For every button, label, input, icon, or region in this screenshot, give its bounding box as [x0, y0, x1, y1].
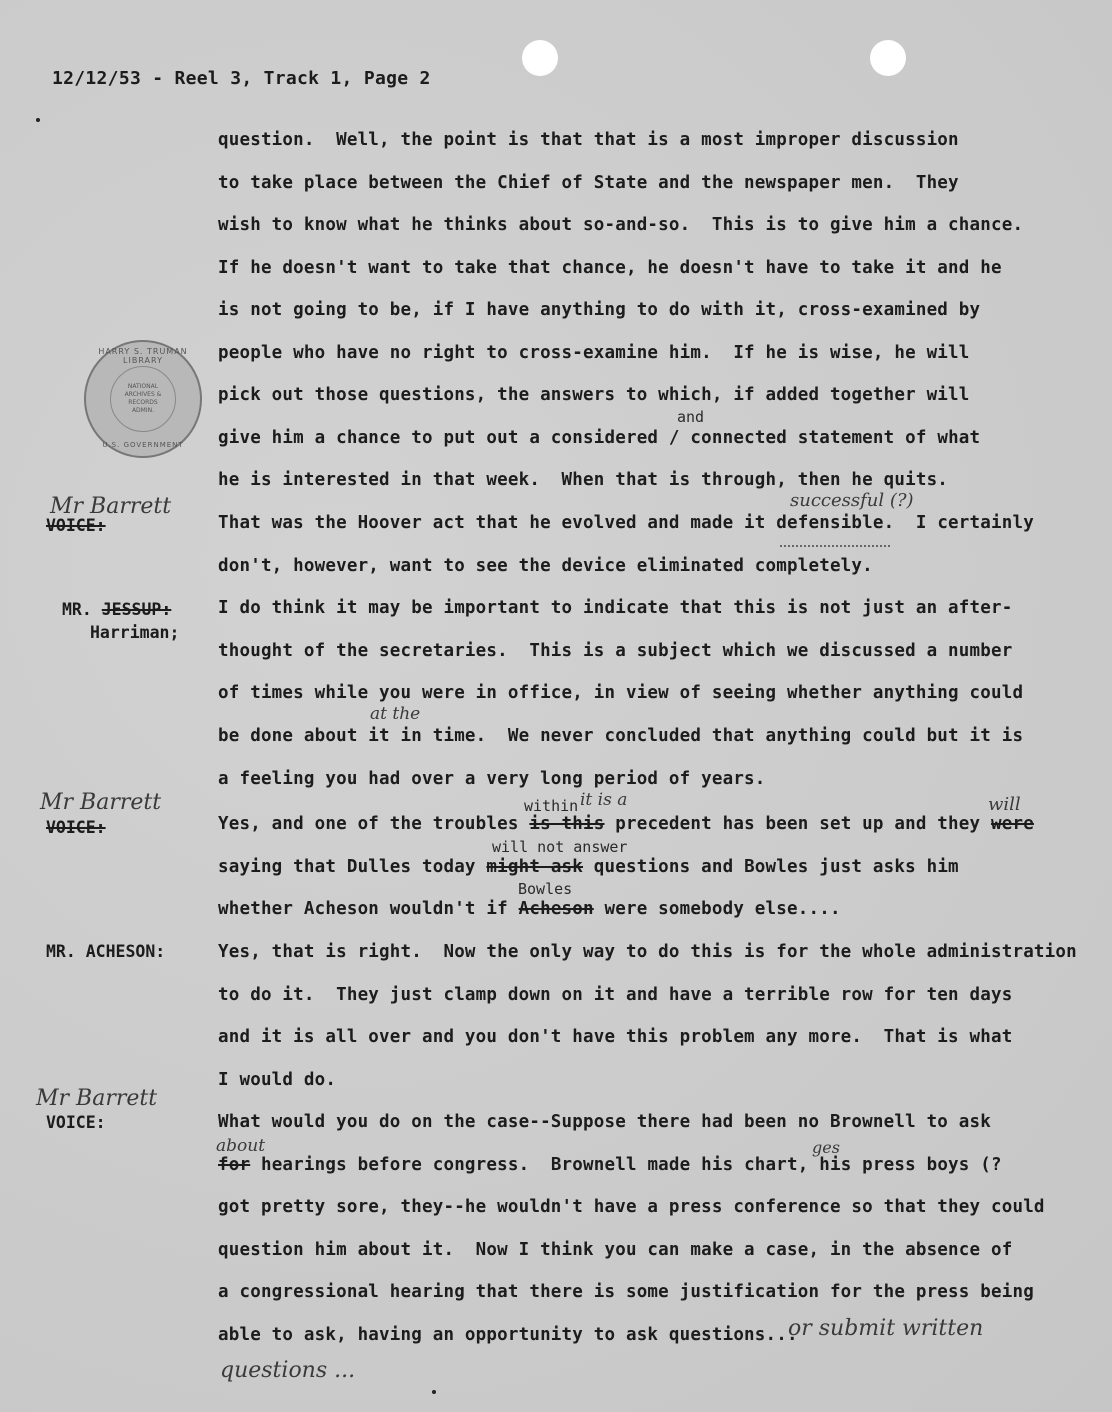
handwritten-correction: will — [988, 794, 1021, 815]
text-line: be done about it in time. We never concluded that anything could but it is — [218, 726, 1024, 746]
text-line: he is interested in that week. When that is through, then he quits. — [218, 470, 949, 490]
text-segment: Yes, and one of the troubles — [218, 814, 530, 834]
speaker-correction: Harriman; — [90, 623, 180, 642]
margin-dot — [36, 118, 40, 122]
interlinear-insert: and — [677, 408, 705, 426]
text-line: of times while you were in office, in view of seeing whether anything could — [218, 683, 1024, 703]
text-line: If he doesn't want to take that chance, he doesn't have to take it and he — [218, 258, 1002, 278]
stamp-line: ARCHIVES & — [124, 391, 162, 398]
speaker-label: MR. ACHESON: — [46, 942, 166, 961]
text-line: wish to know what he thinks about so-and-so. This is to give him a chance. — [218, 215, 1024, 235]
handwritten-underline — [780, 539, 890, 547]
handwritten-correction: successful (?) — [790, 490, 914, 511]
handwritten-correction: it is a — [580, 790, 628, 810]
interlinear-insert: Bowles — [518, 880, 573, 898]
handwritten-addition: questions ... — [220, 1358, 356, 1383]
struck-text: is this — [529, 814, 605, 834]
text-line — [218, 814, 1034, 834]
struck-text: were — [991, 814, 1034, 834]
margin-dot — [432, 1390, 436, 1394]
text-line: What would you do on the case--Suppose there had been no Brownell to ask — [218, 1112, 991, 1132]
handwritten-speaker-note: Mr Barrett — [50, 494, 172, 519]
text-line: question him about it. Now I think you can make a case, in the absence of — [218, 1240, 1013, 1260]
text-segment: defensible — [776, 513, 884, 533]
text-line: I do think it may be important to indicate that this is not just an after- — [218, 598, 1013, 618]
text-line: people who have no right to cross-examine him. If he is wise, he will — [218, 343, 970, 363]
interlinear-insert: within — [524, 797, 579, 815]
text-line — [218, 513, 1034, 533]
text-line: to take place between the Chief of State and the newspaper men. They — [218, 173, 959, 193]
text-segment: MR. — [62, 600, 102, 619]
stamp-ring-bottom: U.S. GOVERNMENT — [102, 441, 184, 449]
speaker-label: VOICE: — [46, 1113, 106, 1132]
text-line: question. Well, the point is that that is a most improper discussion — [218, 130, 959, 150]
struck-text: might ask — [486, 857, 584, 877]
text-line: don't, however, want to see the device eliminated completely. — [218, 556, 873, 576]
text-line: thought of the secretaries. This is a subject which we discussed a number — [218, 641, 1013, 661]
text-segment: That was the Hoover act that he evolved and made it — [218, 513, 777, 533]
text-segment: . I certainly — [883, 513, 1034, 533]
text-line: pick out those questions, the answers to which, if added together will — [218, 385, 970, 405]
handwritten-addition: or submit written — [788, 1316, 984, 1341]
library-seal-stamp — [84, 340, 202, 458]
text-segment: whether Acheson wouldn't if — [218, 899, 519, 919]
handwritten-speaker-note: Mr Barrett — [36, 1086, 158, 1111]
struck-text: JESSUP: — [101, 600, 172, 619]
text-segment: hearings before congress. Brownell made his chart, his press boys (? — [250, 1155, 1002, 1175]
text-line: a feeling you had over a very long period of years. — [218, 769, 766, 789]
handwritten-speaker-note: Mr Barrett — [40, 790, 162, 815]
page-header: 12/12/53 - Reel 3, Track 1, Page 2 — [52, 68, 431, 89]
handwritten-correction: at the — [370, 704, 421, 724]
struck-text: for — [218, 1155, 251, 1175]
text-segment: questions and Bowles just asks him — [583, 857, 959, 877]
stamp-ring-top: HARRY S. TRUMAN LIBRARY — [98, 347, 188, 365]
handwritten-correction: about — [216, 1136, 266, 1156]
stamp-line: RECORDS — [128, 399, 158, 406]
text-segment: were somebody else.... — [593, 899, 841, 919]
text-line: and it is all over and you don't have this problem any more. That is what — [218, 1027, 1013, 1047]
text-segment: give him a chance to put out a considered — [218, 428, 669, 448]
text-line: is not going to be, if I have anything to do with it, cross-examined by — [218, 300, 981, 320]
text-line: a congressional hearing that there is some justification for the press being — [218, 1282, 1034, 1302]
text-line: to do it. They just clamp down on it and have a terrible row for ten days — [218, 985, 1013, 1005]
text-line: I would do. — [218, 1070, 337, 1090]
punch-hole-left — [522, 40, 558, 76]
text-segment: saying that Dulles today — [218, 857, 487, 877]
text-line: got pretty sore, they--he wouldn't have a press conference so that they could — [218, 1197, 1045, 1217]
interlinear-insert: will not answer — [492, 838, 628, 856]
text-segment: precedent has been set up and they — [604, 814, 991, 834]
text-line: give him a chance to put out a considered / connected statement of what — [218, 428, 981, 448]
text-line — [218, 1155, 1002, 1175]
text-line: Yes, that is right. Now the only way to do this is for the whole administration — [218, 942, 1077, 962]
speaker-label — [62, 600, 171, 619]
struck-text: Acheson — [518, 899, 594, 919]
text-line: able to ask, having an opportunity to ask questions... — [218, 1325, 798, 1345]
text-line — [218, 899, 841, 919]
stamp-center — [110, 366, 176, 432]
stamp-line: ADMIN. — [131, 407, 155, 414]
text-segment: connected statement of what — [679, 428, 981, 448]
stamp-line: NATIONAL — [127, 383, 159, 390]
punch-hole-right — [870, 40, 906, 76]
handwritten-correction: ges — [812, 1138, 840, 1157]
speaker-label: VOICE: — [46, 516, 106, 535]
text-line — [218, 857, 959, 877]
speaker-label: VOICE: — [46, 818, 106, 837]
